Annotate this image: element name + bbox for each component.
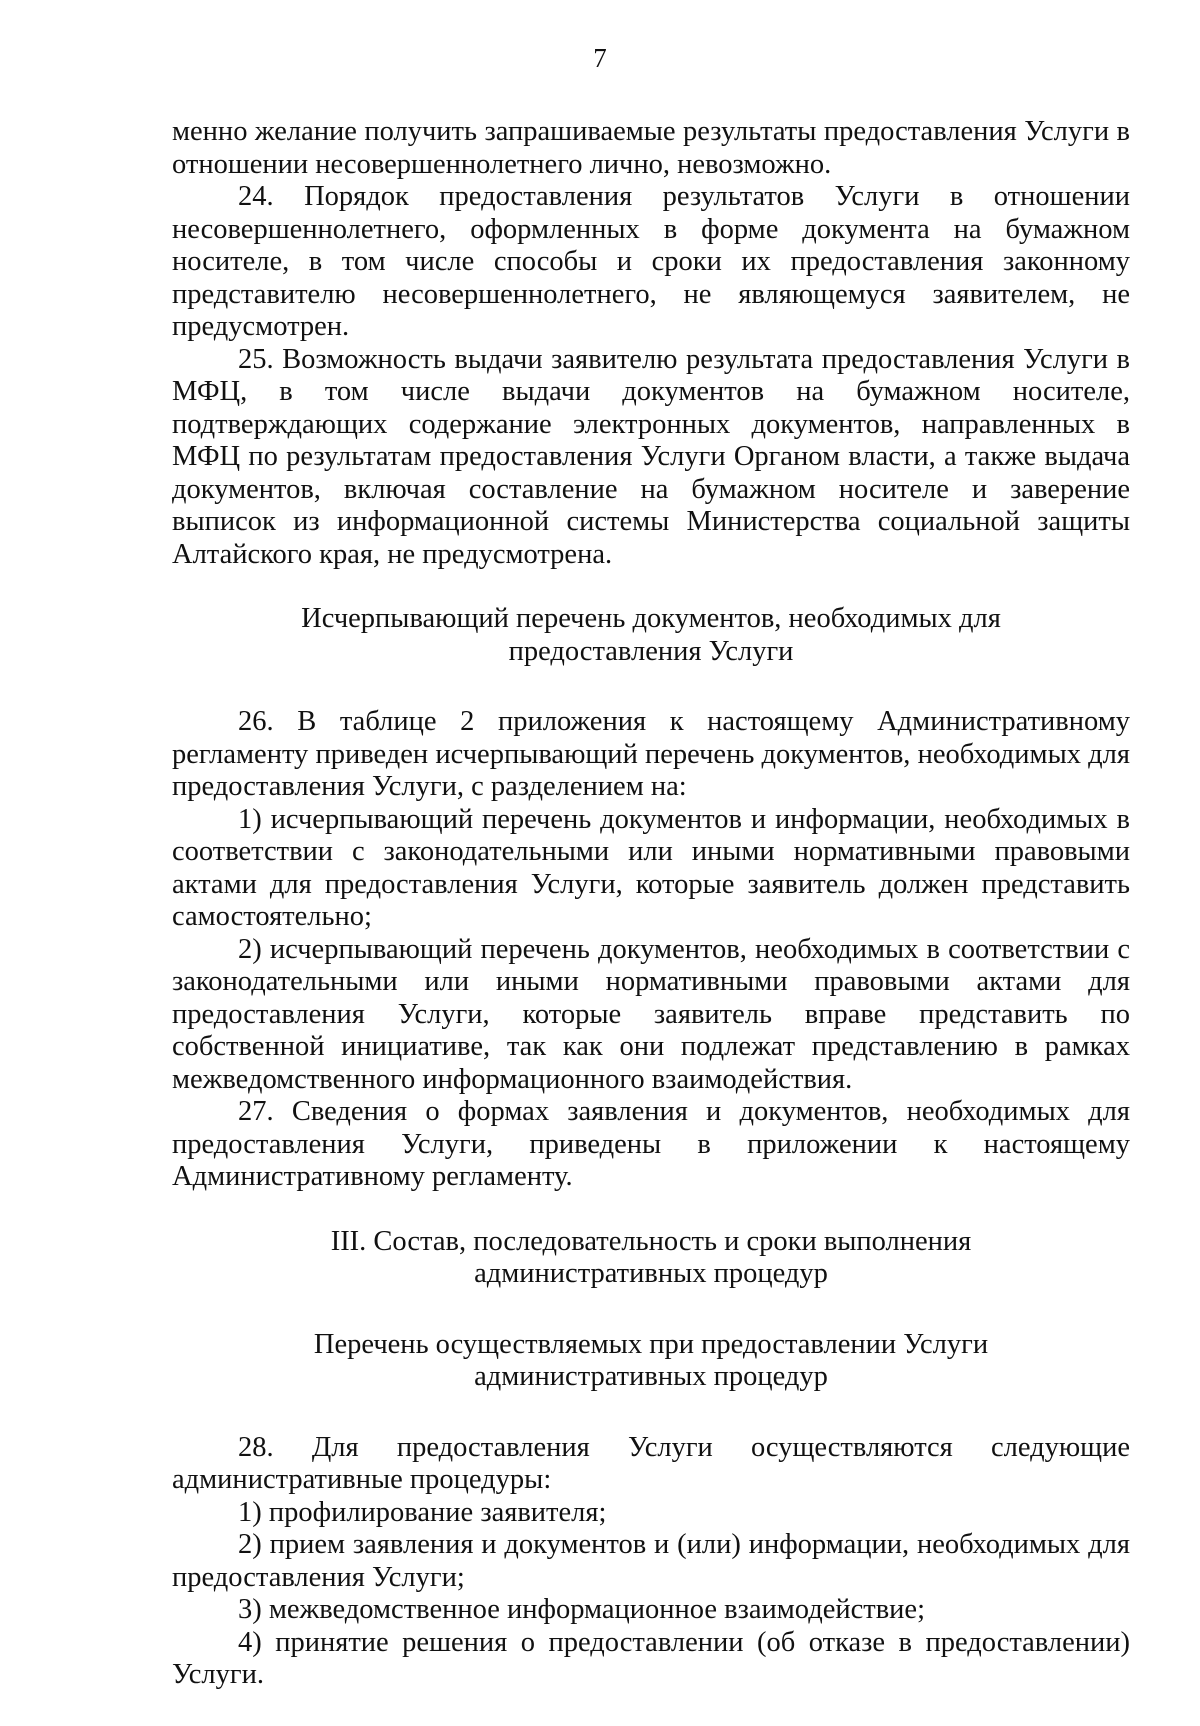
document-body	[172, 116, 1130, 1692]
chapter-heading-iii: III. Состав, последовательность и сроки выполнения административных процедур	[330, 1225, 972, 1289]
paragraph-27: 27. Сведения о формах заявления и документов, необходимых для предоставления Услуги, приведены в приложении к настоящему Административному регламенту.	[172, 1096, 1130, 1192]
paragraph-28: 28. Для предоставления Услуги осуществляются следующие административные процедуры:	[172, 1431, 1130, 1495]
paragraph-28-item-1: 1) профилирование заявителя;	[238, 1496, 607, 1528]
paragraph-26: 26. В таблице 2 приложения к настоящему Административному регламенту приведен исчерпывающий перечень документов, необходимых для предоставления Услуги, с разделением на:	[172, 706, 1130, 802]
section-heading-documents: Исчерпывающий перечень документов, необходимых для предоставления Услуги	[301, 603, 1001, 667]
paragraph-28-item-3: 3) межведомственное информационное взаимодействие;	[238, 1594, 925, 1625]
section-heading-procedures: Перечень осуществляемых при предоставлении Услуги административных процедур	[313, 1328, 989, 1392]
paragraph-26-item-2: 2) исчерпывающий перечень документов, необходимых в соответствии с законодательными или иными нормативными правовыми актами для предоставления Услуги, которые заявитель вправе представить по собственной инициативе, так как они подлежат представлению в рамках межведомственного информационного взаимодействия.	[172, 933, 1130, 1095]
paragraph-24: 24. Порядок предоставления результатов Услуги в отношении несовершеннолетнего, оформленных в форме документа на бумажном носителе, в том числе способы и сроки их предоставления законному представителю несовершеннолетнего, не являющемуся заявителем, не предусмотрен.	[172, 181, 1130, 342]
paragraph-28-item-4: 4) принятие решения о предоставлении (об отказе в предоставлении) Услуги.	[172, 1626, 1130, 1690]
page-number: 7	[593, 43, 607, 73]
paragraph-25: 25. Возможность выдачи заявителю результата предоставления Услуги в МФЦ, в том числе выдачи документов на бумажном носителе, подтверждающих содержание электронных документов, направленных в МФЦ по результатам предоставления Услуги Органом власти, а также выдача документов, включая составление на бумажном носителе и заверение выписок из информационной системы Министерства социальной защиты Алтайского края, не предусмотрена.	[172, 343, 1130, 570]
paragraph-28-item-2: 2) прием заявления и документов и (или) информации, необходимых для предоставления Услуги;	[172, 1529, 1130, 1593]
paragraph-continuation: менно желание получить запрашиваемые результаты предоставления Услуги в отношении несовершеннолетнего лично, невозможно.	[172, 116, 1130, 180]
paragraph-26-item-1: 1) исчерпывающий перечень документов и информации, необходимых в соответствии с законодательными или иными нормативными правовыми актами для предоставления Услуги, которые заявитель должен представить самостоятельно;	[172, 803, 1130, 932]
